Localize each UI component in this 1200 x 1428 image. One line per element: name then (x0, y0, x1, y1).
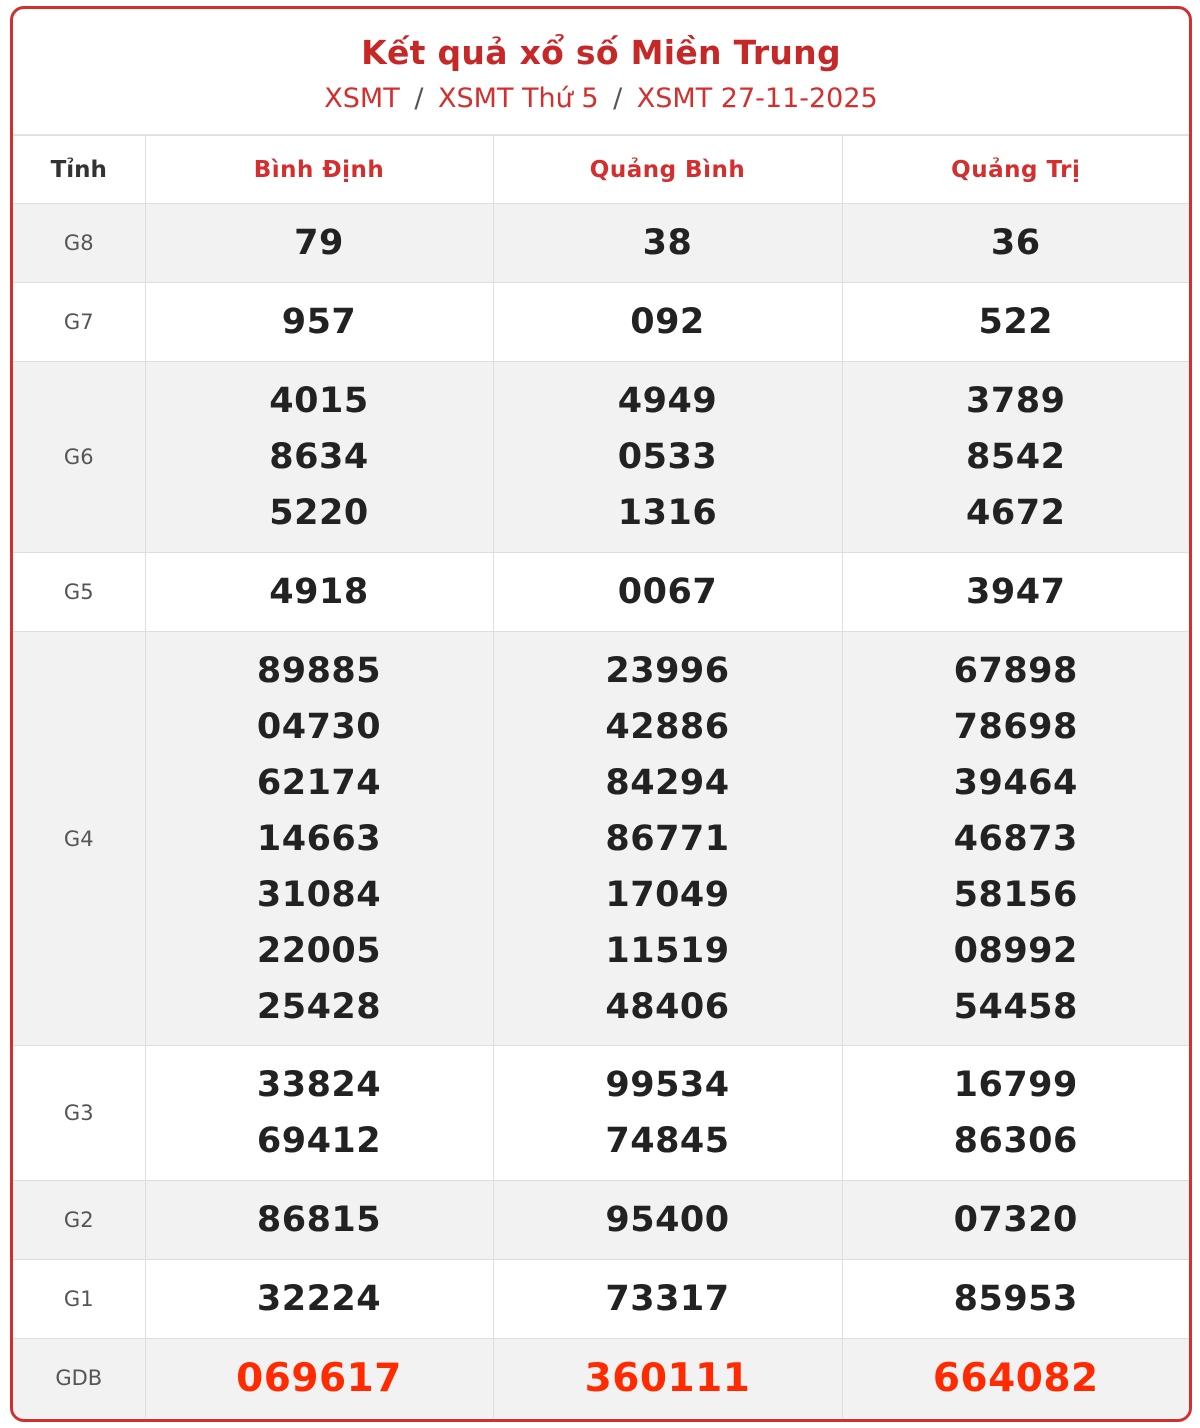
prize-cell (145, 1260, 493, 1339)
prize-row-g1 (13, 1260, 1189, 1339)
column-header-quang-binh[interactable]: Quảng Bình (493, 136, 842, 204)
prize-row-gdb (13, 1339, 1189, 1418)
column-header-quang-tri[interactable]: Quảng Trị (842, 136, 1189, 204)
prize-number: 092 (630, 302, 705, 342)
prize-number: 8634 (269, 437, 369, 477)
prize-number: 8542 (966, 437, 1066, 477)
column-header-province: Tỉnh (13, 136, 145, 204)
prize-number: 25428 (256, 986, 382, 1027)
prize-number: 04730 (256, 706, 382, 747)
prize-number: 4015 (269, 381, 369, 421)
prize-number: 22005 (256, 930, 382, 971)
prize-number: 36 (990, 223, 1041, 263)
prize-number: 23996 (605, 650, 730, 691)
prize-number: 78698 (953, 706, 1078, 747)
prize-row-g4 (13, 632, 1189, 1046)
prize-number: 11519 (605, 930, 730, 971)
prize-number: 4949 (617, 381, 718, 421)
prize-row-g2 (13, 1181, 1189, 1260)
prize-number: 74845 (605, 1121, 730, 1161)
jackpot-number: 069617 (236, 1355, 402, 1401)
prize-cell (145, 553, 493, 632)
results-card (10, 6, 1192, 1422)
breadcrumb-link-xsmt[interactable]: XSMT (324, 83, 400, 114)
prize-cell (842, 1181, 1189, 1260)
prize-cell (493, 553, 842, 632)
prize-number: 4918 (269, 572, 369, 612)
prize-label: G3 (13, 1046, 145, 1181)
prize-number: 522 (978, 302, 1054, 342)
jackpot-number: 664082 (932, 1355, 1099, 1401)
prize-label: G2 (13, 1181, 145, 1260)
prize-number: 86306 (953, 1121, 1078, 1161)
prize-cell (842, 1046, 1189, 1181)
prize-number: 86771 (605, 818, 730, 859)
prize-number: 3947 (966, 572, 1066, 612)
column-header-binh-dinh[interactable]: Bình Định (145, 136, 493, 204)
prize-cell (493, 1046, 842, 1181)
prize-label: GDB (13, 1339, 145, 1418)
prize-number: 42886 (605, 706, 730, 747)
breadcrumb-separator: / (613, 83, 623, 114)
jackpot-number: 360111 (584, 1355, 751, 1401)
prize-number: 4672 (966, 493, 1066, 533)
prize-number: 08992 (953, 930, 1078, 971)
breadcrumb (13, 81, 1189, 117)
table-header-row (13, 136, 1189, 204)
prize-label: G5 (13, 553, 145, 632)
prize-number: 0067 (617, 572, 718, 612)
prize-cell (493, 204, 842, 283)
results-table (13, 135, 1189, 1418)
page-title: Kết quả xổ số Miền Trung (361, 33, 841, 72)
prize-number: 14663 (256, 818, 382, 859)
prize-row-g7 (13, 283, 1189, 362)
prize-number: 31084 (256, 874, 382, 915)
prize-label: G7 (13, 283, 145, 362)
prize-number: 1316 (617, 493, 718, 533)
breadcrumb-link-weekday[interactable]: XSMT Thứ 5 (438, 83, 599, 114)
prize-cell (145, 1181, 493, 1260)
prize-cell (842, 204, 1189, 283)
prize-cell (842, 362, 1189, 553)
prize-number: 3789 (966, 381, 1066, 421)
results-body (13, 204, 1189, 1418)
prize-label: G1 (13, 1260, 145, 1339)
prize-number: 46873 (953, 818, 1078, 859)
results-header (13, 9, 1189, 135)
breadcrumb-separator: / (414, 83, 424, 114)
prize-number: 69412 (256, 1121, 382, 1161)
prize-cell (842, 553, 1189, 632)
prize-number: 07320 (953, 1200, 1078, 1240)
prize-number: 79 (294, 223, 344, 263)
prize-label: G8 (13, 204, 145, 283)
breadcrumb-link-date[interactable]: XSMT 27-11-2025 (636, 83, 878, 114)
prize-cell (842, 632, 1189, 1046)
prize-cell (145, 362, 493, 553)
prize-number: 62174 (256, 762, 382, 803)
prize-cell (145, 204, 493, 283)
prize-cell (493, 1339, 842, 1418)
prize-cell (493, 1181, 842, 1260)
prize-number: 85953 (953, 1279, 1078, 1319)
prize-number: 39464 (953, 762, 1078, 803)
prize-number: 17049 (605, 874, 730, 915)
prize-row-g6 (13, 362, 1189, 553)
prize-number: 84294 (605, 762, 730, 803)
prize-number: 32224 (256, 1279, 382, 1319)
prize-cell (842, 1339, 1189, 1418)
prize-number: 54458 (953, 986, 1078, 1027)
prize-number: 38 (642, 223, 693, 263)
prize-number: 0533 (617, 437, 718, 477)
prize-number: 86815 (256, 1200, 382, 1240)
prize-number: 67898 (953, 650, 1078, 691)
prize-number: 33824 (256, 1065, 382, 1105)
prize-row-g5 (13, 553, 1189, 632)
prize-row-g3 (13, 1046, 1189, 1181)
prize-cell (145, 1046, 493, 1181)
prize-number: 16799 (953, 1065, 1078, 1105)
prize-cell (493, 1260, 842, 1339)
prize-cell (145, 632, 493, 1046)
prize-cell (145, 283, 493, 362)
prize-cell (842, 283, 1189, 362)
prize-number: 58156 (953, 874, 1078, 915)
prize-row-g8 (13, 204, 1189, 283)
prize-number: 99534 (605, 1065, 730, 1105)
prize-number: 5220 (269, 493, 369, 533)
prize-cell (493, 362, 842, 553)
prize-cell (145, 1339, 493, 1418)
prize-label: G6 (13, 362, 145, 553)
prize-label: G4 (13, 632, 145, 1046)
prize-number: 957 (281, 302, 357, 342)
prize-number: 89885 (256, 650, 382, 691)
prize-number: 95400 (605, 1200, 730, 1240)
prize-cell (493, 632, 842, 1046)
prize-cell (842, 1260, 1189, 1339)
prize-cell (493, 283, 842, 362)
prize-number: 73317 (605, 1279, 730, 1319)
prize-number: 48406 (605, 986, 730, 1027)
